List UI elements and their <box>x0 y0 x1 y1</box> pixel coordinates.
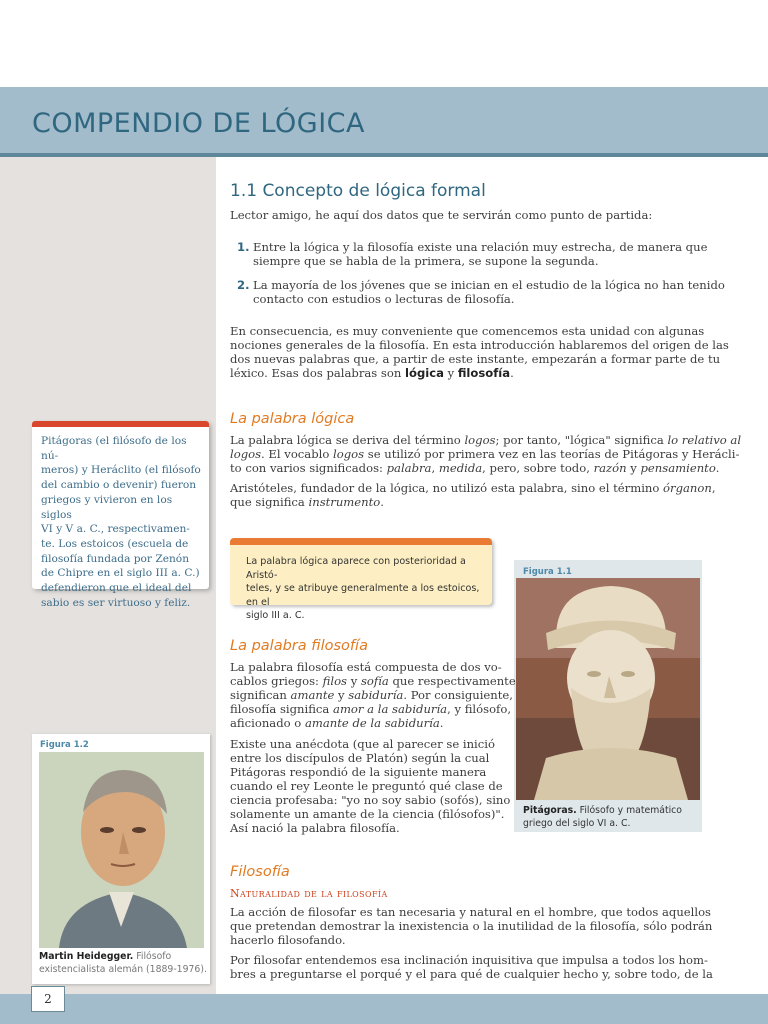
text-run: y <box>626 461 641 475</box>
para-line: Pitágoras respondió de la siguiente manera <box>230 765 487 779</box>
italic-term: logos <box>230 447 262 461</box>
text-run: aficionado o <box>230 716 305 730</box>
italic-term: amante <box>290 688 335 702</box>
italic-term: palabra <box>386 461 432 475</box>
text-run: ; por tanto, "lógica" significa <box>495 433 668 447</box>
para-line <box>230 660 506 674</box>
caption-text: Filósofo <box>133 951 172 962</box>
caption-text: existencialista alemán (1889-1976). <box>39 963 207 975</box>
callout-line: teles, y se atribuye generalmente a los estoicos, en el <box>246 583 480 608</box>
para-line: cuando el rey Leonte le preguntó qué clase de <box>230 779 503 793</box>
caption-text: Filósofo y matemático <box>576 805 682 816</box>
callout-line: La palabra lógica aparece con posterioridad a Aristó- <box>246 556 466 581</box>
text-run: La palabra lógica se deriva del término <box>230 433 465 447</box>
filosofia-word-paragraph-1 <box>230 660 516 730</box>
para-line: La acción de filosofar es tan necesaria y natural en el hombre, que todos aquellos <box>230 905 712 919</box>
para-line: solamente un amante de la ciencia (filósofos)". <box>230 807 505 821</box>
para-conj: y <box>443 366 458 380</box>
figure-label: Figura 1.1 <box>523 567 572 577</box>
caption-text: griego del siglo VI a. C. <box>523 817 631 829</box>
text-run: , <box>431 461 439 475</box>
para-line: entre los discípulos de Platón) según la cual <box>230 751 490 765</box>
para-line: bres a preguntarse el porqué y el para qué de cualquier hecho y, sobre todo, de la <box>230 967 713 981</box>
list-item <box>237 278 249 292</box>
subsection-heading-filosofia-word: La palabra filosofía <box>230 638 368 654</box>
para-line: léxico. Esas dos palabras son <box>230 366 405 380</box>
italic-term: logos <box>464 433 496 447</box>
text-run: significan <box>230 688 291 702</box>
caption-name: Martin Heidegger. <box>39 951 134 962</box>
text-run: . Por consiguiente, <box>403 688 513 702</box>
italic-term: lo relativo al <box>667 433 742 447</box>
para-line <box>230 716 506 730</box>
text-run: . <box>380 495 384 509</box>
text-run: , y filósofo, <box>447 702 512 716</box>
pythagoras-bust-image <box>516 578 700 800</box>
para-line <box>230 461 720 475</box>
text-run: y <box>347 674 361 688</box>
logica-paragraph-2 <box>230 481 716 509</box>
para-line <box>230 702 512 716</box>
logica-paragraph-1 <box>230 433 742 475</box>
para-line: En consecuencia, es muy conveniente que comencemos esta unidad con algunas <box>230 324 705 338</box>
caption-name: Pitágoras. <box>523 805 577 816</box>
text-run: , pero, sobre todo, <box>482 461 594 475</box>
note-line: del cambio o devenir) fueron <box>41 479 197 492</box>
side-note-accent-bar <box>32 421 209 427</box>
text-run: La palabra filosofía está compuesta de dos vo- <box>230 660 502 674</box>
list-item-text <box>253 278 725 306</box>
list-line: La mayoría de los jóvenes que se inician en el estudio de la lógica no han tenido <box>253 278 725 292</box>
para-period: . <box>510 366 514 380</box>
text-run: to con varios significados: <box>230 461 387 475</box>
para-line <box>230 674 516 688</box>
book-title: COMPENDIO DE LÓGICA <box>32 108 365 139</box>
para-line <box>230 481 716 495</box>
list-number: 2. <box>237 278 250 292</box>
text-run: cablos griegos: <box>230 674 323 688</box>
para-line: Existe una anécdota (que al parecer se inició <box>230 737 495 751</box>
list-line: Entre la lógica y la filosofía existe una relación muy estrecha, de manera que <box>253 240 708 254</box>
para-line: dos nuevas palabras que, a partir de este instante, empezarán a formar parte de tu <box>230 352 721 366</box>
note-line: te. Los estoicos (escuela de <box>41 537 189 550</box>
text-run: . El vocablo <box>261 447 334 461</box>
section-heading: 1.1 Concepto de lógica formal <box>230 181 486 201</box>
para-line: nociones generales de la filosofía. En esta introducción hablaremos del origen de las <box>230 338 729 352</box>
note-line: sabio es ser virtuoso y feliz. <box>41 596 191 609</box>
note-line: de Chipre en el siglo III a. C.) <box>41 567 200 580</box>
para-line: ciencia profesaba: "yo no soy sabio (sofós), sino <box>230 793 511 807</box>
para-line: que pretendan demostrar la inexistencia o la inutilidad de la filosofía, sólo podrán <box>230 919 713 933</box>
callout-line: siglo III a. C. <box>246 610 305 621</box>
bold-term: lógica <box>405 366 444 380</box>
italic-term: amante de la sabiduría <box>304 716 440 730</box>
subsection-heading-filosofia: Filosofía <box>230 864 290 880</box>
callout-text <box>246 555 482 623</box>
text-run: . <box>439 716 444 730</box>
para-line <box>230 433 742 447</box>
italic-term: amor a la sabiduría <box>333 702 448 716</box>
para-line: Así nació la palabra filosofía. <box>230 821 400 835</box>
list-number: 1. <box>237 240 250 254</box>
note-line: meros) y Heráclito (el filósofo <box>41 464 201 477</box>
para-line <box>230 447 740 461</box>
intro-paragraph <box>230 324 729 380</box>
subsection-heading-logica: La palabra lógica <box>230 411 355 427</box>
note-line: filosofía fundada por Zenón <box>41 552 190 565</box>
note-line: VI y V a. C., respectivamen- <box>41 523 190 536</box>
footer-band <box>0 994 768 1024</box>
italic-term: sofía <box>360 674 389 688</box>
italic-term: órganon <box>663 481 712 495</box>
callout-accent-bar <box>230 538 492 545</box>
italic-term: pensamiento <box>640 461 716 475</box>
italic-term: logos <box>333 447 365 461</box>
text-run: filosofía significa <box>230 702 334 716</box>
text-run: que significa <box>230 495 309 509</box>
filosofia-paragraph-1 <box>230 905 713 947</box>
filosofia-word-paragraph-2 <box>230 737 511 835</box>
page-number: 2 <box>31 986 65 1012</box>
list-item-text <box>253 240 708 268</box>
italic-term: sabiduría <box>348 688 404 702</box>
figure-1-1-caption <box>523 805 699 830</box>
text-run: que respectivamente <box>388 674 516 688</box>
para-line <box>230 688 513 702</box>
sub-subheading: Naturalidad de la filosofía <box>230 887 388 900</box>
italic-term: instrumento <box>308 495 381 509</box>
italic-term: medida <box>438 461 483 475</box>
text-run: . <box>715 461 720 475</box>
heidegger-portrait-image <box>39 752 204 948</box>
filosofia-paragraph-2 <box>230 953 713 981</box>
side-note-text <box>41 434 204 610</box>
note-line: defendieron que el ideal del <box>41 582 192 595</box>
text-run: , <box>711 481 716 495</box>
para-line: Por filosofar entendemos esa inclinación inquisitiva que impulsa a todos los hom- <box>230 953 708 967</box>
list-line: contacto con estudios o lecturas de filosofía. <box>253 292 515 306</box>
italic-term: filos <box>322 674 348 688</box>
text-run: Aristóteles, fundador de la lógica, no utilizó esta palabra, sino el término <box>230 481 664 495</box>
italic-term: razón <box>593 461 627 475</box>
figure-1-2-caption <box>39 951 209 976</box>
note-line: griegos y vivieron en los siglos <box>41 493 173 521</box>
text-run: y <box>334 688 349 702</box>
list-line: siempre que se habla de la primera, se supone la segunda. <box>253 254 599 268</box>
para-line <box>230 495 706 509</box>
note-line: Pitágoras (el filósofo de los nú- <box>41 435 187 462</box>
text-run: se utilizó por primera vez en las teorías de Pitágoras y Herácli- <box>364 447 740 461</box>
para-line: hacerlo filosofando. <box>230 933 346 947</box>
list-item <box>237 240 249 254</box>
figure-label: Figura 1.2 <box>40 740 89 750</box>
bold-term: filosofía <box>457 366 511 380</box>
section-intro: Lector amigo, he aquí dos datos que te servirán como punto de partida: <box>230 208 653 222</box>
